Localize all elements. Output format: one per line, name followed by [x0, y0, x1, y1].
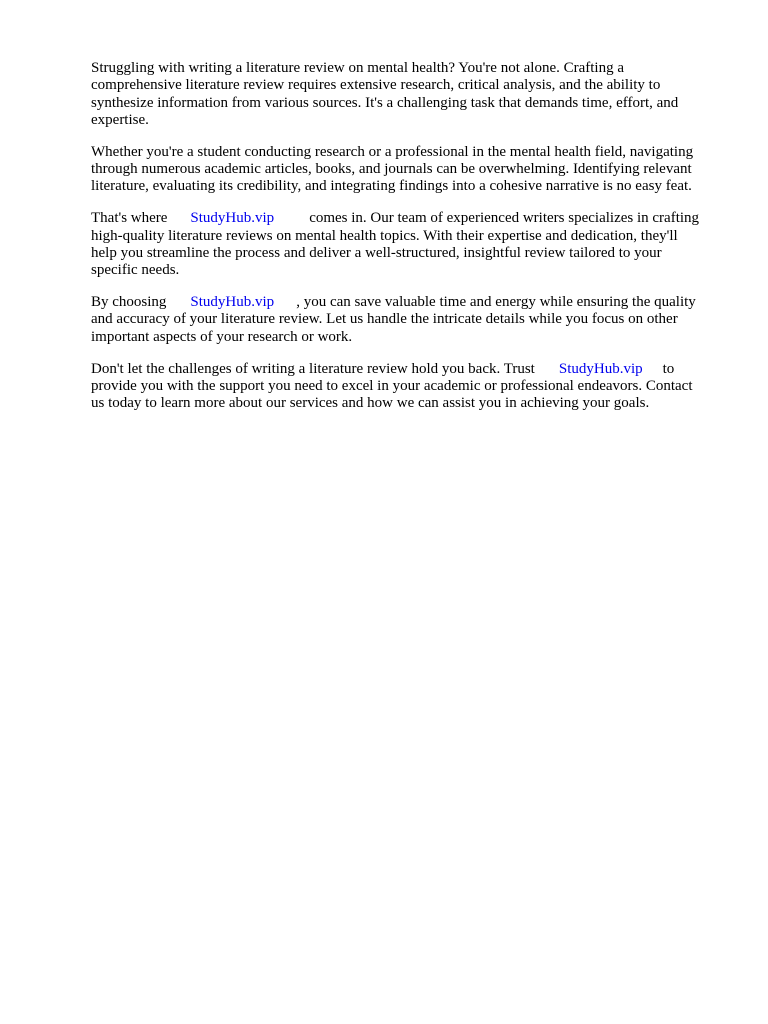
paragraph-service — [91, 210, 731, 279]
text-segment: That's where — [91, 210, 168, 227]
text-line: important aspects of your research or work. — [91, 328, 353, 345]
text-line: us today to learn more about our services and how we can assist you in achieving your goals. — [91, 395, 650, 412]
paragraph-challenges — [91, 144, 731, 196]
text-line: through numerous academic articles, books, and journals can be overwhelming. Identifying relevant — [91, 161, 692, 178]
text-line: Struggling with writing a literature review on mental health? You're not alone. Crafting a — [91, 60, 624, 76]
paragraph-benefits — [91, 294, 731, 346]
text-segment: , you can save valuable time and energy while ensuring the quality — [296, 294, 696, 311]
text-segment: to — [662, 360, 675, 377]
studyhub-link[interactable]: StudyHub.vip — [190, 294, 275, 311]
text-segment: Don't let the challenges of writing a literature review hold you back. Trust — [91, 360, 535, 377]
paragraph-intro — [91, 60, 731, 129]
text-line: provide you with the support you need to excel in your academic or professional endeavors. Contact — [91, 377, 693, 394]
text-line: specific needs. — [91, 262, 180, 279]
text-line — [91, 210, 731, 227]
text-line: synthesize information from various sources. It's a challenging task that demands time, effort, and — [91, 94, 679, 111]
text-line: expertise. — [91, 111, 149, 128]
text-line: and accuracy of your literature review. Let us handle the intricate details while you focus on other — [91, 311, 678, 328]
text-line: literature, evaluating its credibility, and integrating findings into a cohesive narrative is no easy feat. — [91, 178, 692, 195]
text-line: high-quality literature reviews on mental health topics. With their expertise and dedication, they'll — [91, 227, 678, 244]
studyhub-link[interactable]: StudyHub.vip — [558, 360, 643, 377]
text-line — [91, 361, 731, 378]
paragraph-call-to-action — [91, 361, 731, 413]
text-line: comprehensive literature review requires extensive research, critical analysis, and the ability to — [91, 77, 661, 94]
text-segment: By choosing — [91, 294, 167, 311]
text-line — [91, 294, 731, 311]
text-segment: comes in. Our team of experienced writers specializes in crafting — [309, 210, 700, 227]
studyhub-link[interactable]: StudyHub.vip — [190, 210, 275, 227]
text-line: Whether you're a student conducting research or a professional in the mental health field, navigating — [91, 143, 694, 160]
text-line: help you streamline the process and deliver a well-structured, insightful review tailored to your — [91, 244, 662, 261]
document-body — [91, 60, 731, 427]
